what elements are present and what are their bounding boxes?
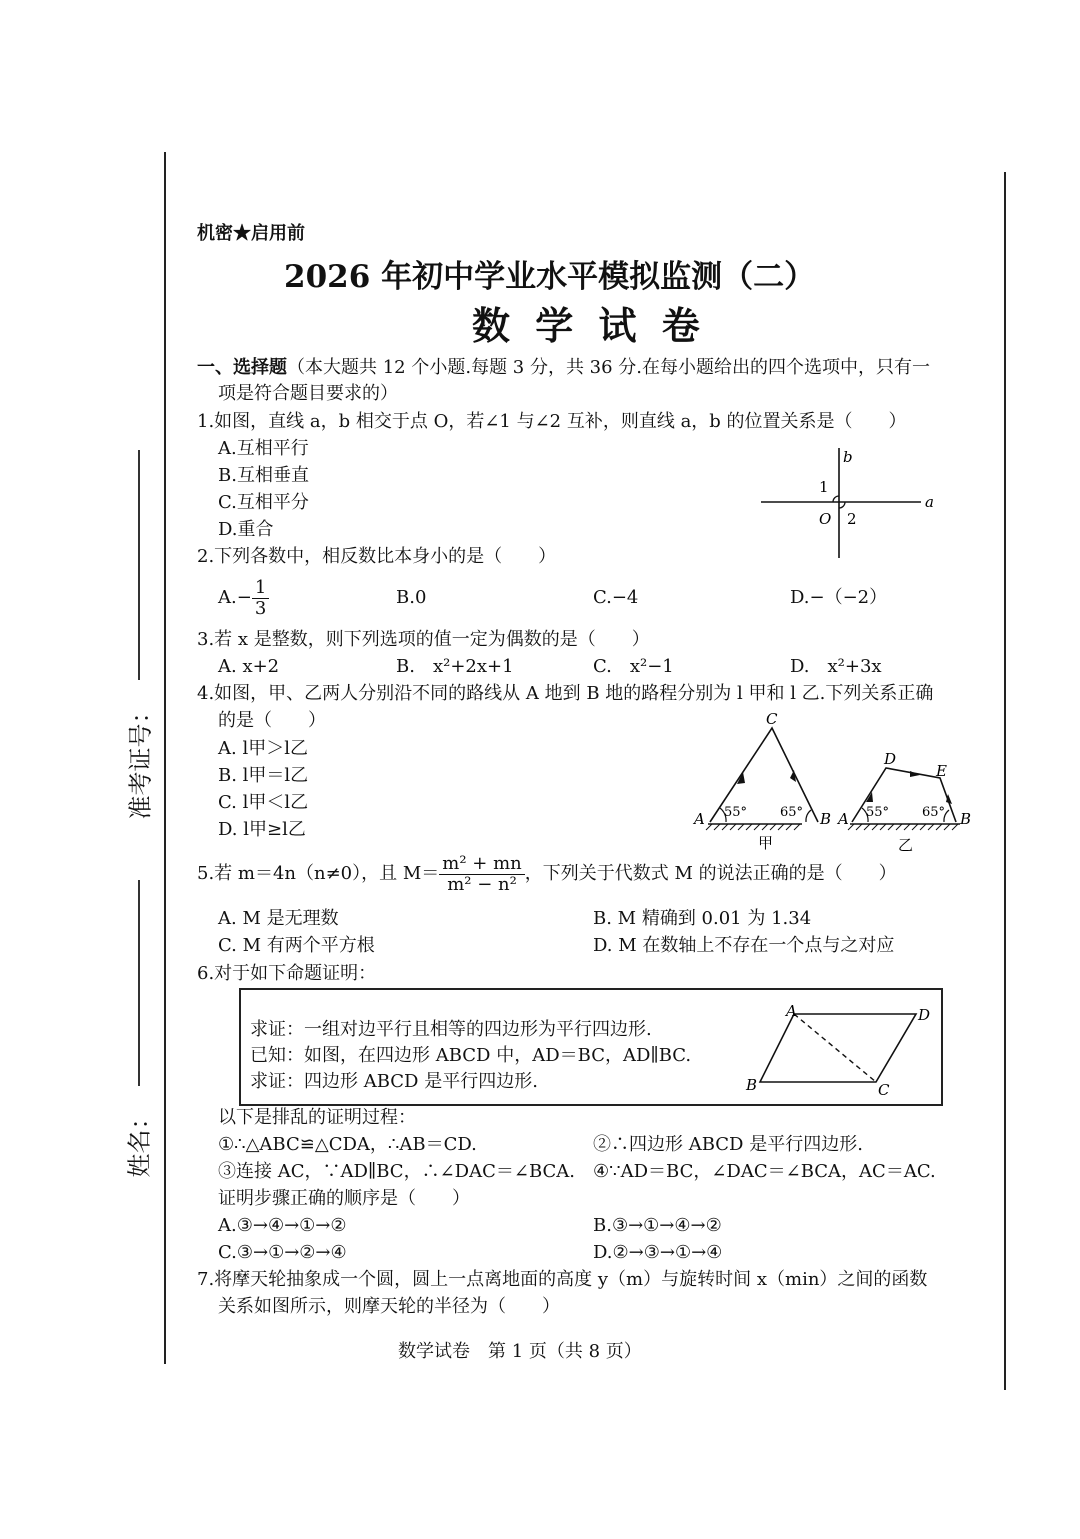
q5-stem-post: ，下列关于代数式 M 的说法正确的是（ ） [524, 863, 897, 884]
q4-option-b: B. l甲＝l乙 [218, 765, 309, 786]
exam-no-label: 准考证号： [126, 699, 155, 820]
q2-option-a [218, 576, 269, 622]
page-footer: 数学试卷 第 1 页（共 8 页） [398, 1341, 642, 1362]
q5-option-c: C. M 有两个平方根 [218, 935, 375, 956]
q4-fig-ang1: 55° [724, 805, 748, 820]
q3-option-c: C. x²−1 [593, 656, 674, 677]
q5-stem [197, 852, 897, 898]
q4-fig-e: E [936, 762, 947, 780]
q2-a-num: 1 [252, 578, 269, 599]
name-line [138, 880, 140, 1086]
right-margin-line [1004, 172, 1006, 1390]
q6-ask: 证明步骤正确的顺序是（ ） [218, 1188, 470, 1209]
exam-title: 2026 年初中学业水平模拟监测（二） [284, 259, 816, 295]
q1-stem: 1.如图，直线 a，b 相交于点 O，若∠1 与∠2 互补，则直线 a，b 的位置关系是（ ） [197, 411, 907, 432]
section1-line1 [197, 356, 930, 380]
subject-title: 数 学 试 卷 [472, 303, 706, 348]
q6-fig-d: D [918, 1006, 931, 1024]
q5-option-d: D. M 在数轴上不存在一个点与之对应 [593, 935, 895, 956]
q6-step3: ③连接 AC，∵AD∥BC，∴∠DAC＝∠BCA. [218, 1161, 575, 1182]
q6-box-line2: 已知：如图，在四边形 ABCD 中，AD＝BC，AD∥BC. [250, 1045, 692, 1066]
q4-fig-jia: 甲 [758, 834, 774, 852]
q4-option-a: A. l甲＞l乙 [218, 738, 308, 759]
q2-a-fraction [252, 578, 269, 619]
q1-fig-2: 2 [847, 510, 857, 528]
q5-num: m² + mn [439, 854, 524, 875]
q6-step2: ②∴四边形 ABCD 是平行四边形. [593, 1134, 863, 1155]
name-label: 姓名： [125, 1105, 154, 1178]
q5-option-a: A. M 是无理数 [218, 908, 339, 929]
q4-fig-c: C [766, 710, 778, 728]
q1-option-d: D.重合 [218, 519, 274, 540]
q2-option-c: C.−4 [593, 587, 639, 608]
q7-stem1: 7.将摩天轮抽象成一个圆，圆上一点离地面的高度 y（m）与旋转时间 x（min）之间的函数 [197, 1269, 928, 1290]
q1-figure [755, 446, 945, 562]
q4-fig-ang3: 55° [866, 805, 890, 820]
section1-desc1: （本大题共 12 个小题.每题 3 分，共 36 分.在每小题给出的四个选项中，只有一 [287, 357, 931, 378]
q2-stem: 2.下列各数中，相反数比本身小的是（ ） [197, 546, 557, 567]
q1-fig-o: O [819, 510, 832, 528]
q1-option-c: C.互相平分 [218, 492, 309, 513]
q3-option-d: D. x²+3x [790, 656, 882, 677]
q1-option-a: A.互相平行 [218, 438, 309, 459]
q6-figure [740, 1000, 936, 1100]
q3-option-a: A. x+2 [218, 656, 280, 677]
q6-fig-a: A [786, 1002, 797, 1020]
q6-step1: ①∴△ABC≌△CDA，∴AB＝CD. [218, 1134, 477, 1155]
q4-fig-ang4: 65° [922, 805, 946, 820]
exam-no-line [138, 450, 140, 680]
secret-label: 机密★启用前 [197, 223, 305, 244]
q2-a-den: 3 [254, 597, 267, 619]
q6-intro: 以下是排乱的证明过程： [218, 1107, 416, 1128]
q4-figure [690, 706, 990, 856]
q4-stem2: 的是（ ） [218, 710, 326, 731]
q6-fig-c: C [878, 1081, 890, 1099]
q1-fig-a: a [925, 493, 934, 511]
q4-fig-a1: A [694, 810, 705, 828]
q3-option-b: B. x²+2x+1 [396, 656, 514, 677]
q4-fig-d: D [884, 750, 897, 768]
q4-fig-yi: 乙 [898, 836, 914, 854]
q6-fig-b: B [746, 1076, 758, 1094]
q5-stem-pre: 5.若 m＝4n（n≠0），且 M＝ [197, 863, 440, 884]
q4-fig-ang2: 65° [780, 805, 804, 820]
left-margin-line [164, 152, 166, 1364]
q4-fig-a2: A [838, 810, 849, 828]
q1-fig-1: 1 [819, 478, 829, 496]
q5-den: m² − n² [447, 873, 517, 895]
q7-stem2: 关系如图所示，则摩天轮的半径为（ ） [218, 1296, 560, 1317]
q1-option-b: B.互相垂直 [218, 465, 309, 486]
q2-option-b: B.0 [396, 587, 427, 608]
section1-heading: 一、选择题 [197, 357, 287, 378]
q4-option-c: C. l甲＜l乙 [218, 792, 309, 813]
q4-option-d: D. l甲≥l乙 [218, 819, 306, 840]
q1-fig-b: b [843, 448, 853, 466]
q4-fig-b1: B [820, 810, 832, 828]
q3-stem: 3.若 x 是整数，则下列选项的值一定为偶数的是（ ） [197, 629, 650, 650]
section1-desc2: 项是符合题目要求的） [218, 383, 398, 404]
q6-option-d: D.②→③→①→④ [593, 1242, 723, 1263]
q6-option-c: C.③→①→②→④ [218, 1242, 347, 1263]
q2-option-d: D.−（−2） [790, 587, 888, 608]
q5-fraction [439, 854, 524, 895]
q4-fig-b2: B [960, 810, 972, 828]
q4-stem1: 4.如图，甲、乙两人分别沿不同的路线从 A 地到 B 地的路程分别为 l 甲和 l 乙.下列关系正确 [197, 683, 934, 704]
q6-step4: ④∵AD＝BC，∠DAC＝∠BCA，AC＝AC. [593, 1161, 936, 1182]
q6-option-a: A.③→④→①→② [218, 1215, 347, 1236]
q5-option-b: B. M 精确到 0.01 为 1.34 [593, 908, 812, 929]
q6-option-b: B.③→①→④→② [593, 1215, 722, 1236]
q6-box-line3: 求证：四边形 ABCD 是平行四边形. [250, 1071, 538, 1092]
q6-box-line1: 求证：一组对边平行且相等的四边形为平行四边形. [250, 1019, 652, 1040]
q6-stem: 6.对于如下命题证明： [197, 963, 377, 984]
q2-a-prefix: A.− [218, 587, 252, 608]
